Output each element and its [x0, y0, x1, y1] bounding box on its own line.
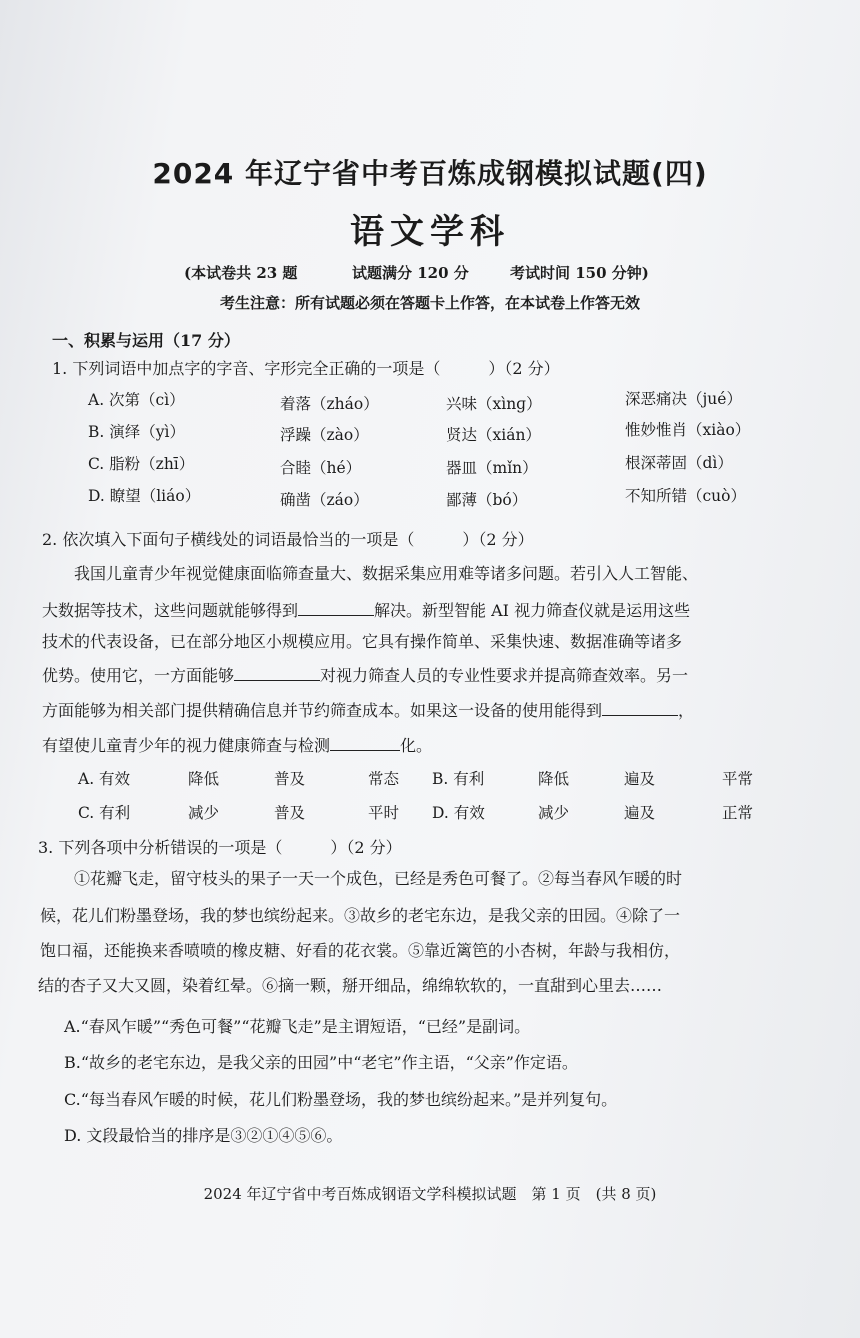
- q1-option: 着落（zháo）: [280, 395, 379, 413]
- q1-option: 确凿（záo）: [280, 491, 369, 509]
- q3-option-c: C.“每当春风乍暖的时候，花儿们粉墨登场，我的梦也缤纷起来。”是并列复句。: [64, 1090, 618, 1109]
- q2-option: A. 有效: [78, 770, 131, 788]
- q2-option: 遍及: [624, 770, 656, 788]
- section-heading: 一、积累与运用（17 分）: [52, 331, 240, 350]
- q2-option: 普及: [274, 770, 306, 788]
- answer-blank: [298, 601, 374, 616]
- q1-option: B. 演绎（yì）: [88, 423, 185, 441]
- subject-title: 语文学科: [350, 212, 510, 252]
- q3-passage-line: 饱口福，还能换来香喷喷的橡皮糖、好看的花衣裳。⑤靠近篱笆的小杏树，年龄与我相仿，: [40, 941, 681, 960]
- q2-option: 普及: [274, 804, 306, 822]
- q2-option: 减少: [538, 804, 570, 822]
- q2-option: B. 有利: [432, 770, 485, 788]
- q2-option: 平常: [722, 770, 754, 788]
- q2-option: C. 有利: [78, 804, 131, 822]
- exam-notice: 考生注意：所有试题必须在答题卡上作答，在本试卷上作答无效: [219, 294, 640, 312]
- q1-option: 合睦（hé）: [280, 459, 362, 477]
- answer-blank: [602, 701, 678, 716]
- q1-stem: 1. 下列词语中加点字的字音、字形完全正确的一项是（ ）（2 分）: [52, 359, 560, 378]
- q2-text: 有望使儿童青少年的视力健康筛查与检测: [42, 736, 331, 755]
- q2-passage-line: [42, 733, 432, 756]
- answer-blank: [234, 666, 320, 681]
- q2-option: D. 有效: [432, 804, 485, 822]
- q2-option: 降低: [538, 770, 570, 788]
- q2-text: 大数据等技术，这些问题就能够得到: [42, 601, 299, 620]
- info-time: 考试时间 150 分钟): [510, 264, 649, 282]
- q2-text: 方面能够为相关部门提供精确信息并节约筛查成本。如果这一设备的使用能得到: [42, 701, 603, 720]
- info-total: (本试卷共 23 题: [184, 264, 298, 282]
- info-score: 试题满分 120 分: [352, 264, 469, 282]
- q2-option: 减少: [188, 804, 220, 822]
- q2-stem: 2. 依次填入下面句子横线处的词语最恰当的一项是（ ）（2 分）: [42, 530, 534, 549]
- q1-option: A. 次第（cì）: [88, 391, 185, 409]
- q2-option: 平时: [368, 804, 400, 822]
- q3-option-a: A.“春风乍暖”“秀色可餐”“花瓣飞走”是主谓短语，“已经”是副词。: [64, 1017, 531, 1036]
- q2-passage-line: 我国儿童青少年视觉健康面临筛查量大、数据采集应用难等诸多问题。若引入人工智能、: [74, 564, 699, 583]
- q1-option: 兴味（xìnɡ）: [446, 395, 542, 413]
- q2-text: 对视力筛查人员的专业性要求并提高筛查效率。另一: [320, 666, 689, 685]
- q1-option: 根深蒂固（dì）: [625, 454, 733, 472]
- q3-passage-line: ①花瓣飞走，留守枝头的果子一天一个成色，已经是秀色可餐了。②每当春风乍暖的时: [74, 869, 683, 888]
- q2-passage-line: 方面能够为相关部门提供精确信息并节约筛查成本。如果这一设备的使用能得到 ，: [42, 701, 695, 720]
- q1-option: 惟妙惟肖（xiào）: [625, 421, 751, 439]
- q2-text: 化。: [400, 736, 433, 755]
- q1-option: 鄙薄（bó）: [446, 491, 528, 509]
- q3-option-d: D. 文段最恰当的排序是③②①④⑤⑥。: [64, 1126, 343, 1145]
- q2-option: 常态: [368, 770, 400, 788]
- q2-passage-line: 技术的代表设备，已在部分地区小规模应用。它具有操作简单、采集快速、数据准确等诸多: [42, 632, 683, 651]
- page-footer: 2024 年辽宁省中考百炼成钢语文学科模拟试题 第 1 页 (共 8 页): [203, 1185, 657, 1203]
- q2-option: 降低: [188, 770, 220, 788]
- q2-text: 解决。新型智能 AI 视力筛查仪就是运用这些: [374, 601, 691, 620]
- answer-blank: [330, 736, 400, 751]
- q3-option-b: B.“故乡的老宅东边，是我父亲的田园”中“老宅”作主语，“父亲”作定语。: [64, 1053, 578, 1072]
- q3-passage-line: 结的杏子又大又圆，染着红晕。⑥摘一颗，掰开细品，绵绵软软的，一直甜到心里去……: [38, 976, 663, 995]
- q1-option: 深恶痛决（jué）: [625, 390, 742, 408]
- q2-text: 优势。使用它，一方面能够: [42, 666, 235, 685]
- q3-stem: 3. 下列各项中分析错误的一项是（ ）（2 分）: [38, 838, 402, 857]
- q1-option: 浮躁（zào）: [280, 426, 369, 444]
- q1-option: 器皿（mǐn）: [446, 459, 538, 477]
- q2-option: 正常: [722, 804, 754, 822]
- q1-option: 不知所错（cuò）: [625, 487, 746, 505]
- q1-option: 贤达（xián）: [446, 426, 541, 444]
- q2-option: 遍及: [624, 804, 656, 822]
- q2-passage-line: [42, 598, 690, 621]
- q1-option: C. 脂粉（zhī）: [88, 455, 195, 473]
- q1-option: D. 瞭望（liáo）: [88, 487, 201, 505]
- q3-passage-line: 候，花儿们粉墨登场，我的梦也缤纷起来。③故乡的老宅东边，是我父亲的田园。④除了一: [40, 906, 681, 925]
- q2-passage-line: [42, 663, 688, 686]
- exam-title: 2024 年辽宁省中考百炼成钢模拟试题(四): [152, 157, 708, 190]
